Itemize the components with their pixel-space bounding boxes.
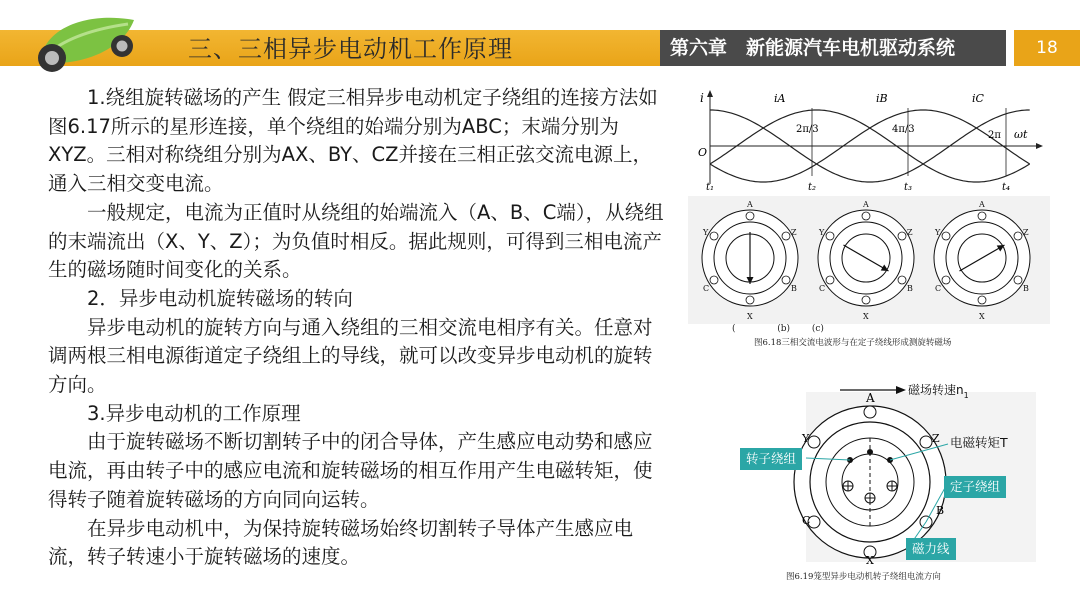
- origin-label: O: [698, 146, 708, 159]
- rotor-label-y: Y: [802, 432, 810, 445]
- stator-terminal-label: A: [747, 200, 753, 209]
- rotor-current-diagram: [740, 380, 1040, 566]
- stator-terminal-label: C: [819, 284, 826, 293]
- axis-i-label: i: [700, 91, 704, 105]
- page-number: 18: [1014, 30, 1080, 66]
- heading-working-principle: 3.异步电动机的工作原理: [87, 401, 301, 425]
- stator-terminal-label: Y: [703, 228, 709, 237]
- t4-label: t₄: [1002, 182, 1011, 192]
- rotor-label-a: A: [866, 391, 875, 405]
- callout-flux-line: 磁力线: [906, 538, 956, 560]
- subfig-b-label: (b): [777, 324, 791, 334]
- stator-slot: [782, 232, 790, 240]
- stator-terminal-label: X: [979, 312, 985, 321]
- ic-label: iC: [972, 92, 984, 105]
- stator-slot: [862, 296, 870, 304]
- stator-slot: [826, 276, 834, 284]
- subfig-labels: [732, 324, 1052, 334]
- stator-slot: [978, 212, 986, 220]
- stator-terminal-label: C: [703, 284, 710, 293]
- stator-terminal-label: A: [979, 200, 985, 209]
- stator-slot: [1014, 232, 1022, 240]
- stator-terminal-label: Z: [791, 228, 797, 237]
- stator-terminal-label: Z: [907, 228, 913, 237]
- callout-torque: 电磁转矩T: [950, 435, 1008, 450]
- stator-terminal-label: X: [863, 312, 869, 321]
- t1-label: t₁: [706, 182, 715, 192]
- stator-slot: [862, 212, 870, 220]
- three-phase-waveform: [696, 88, 1046, 192]
- page-title: 三、三相异步电动机工作原理: [188, 35, 513, 63]
- figure-619-caption: 图6.19笼型异步电动机转子绕组电流方向: [786, 572, 941, 582]
- stator-slot: [746, 212, 754, 220]
- callout-rotor-winding: 转子绕组: [740, 448, 802, 470]
- stator-slot: [746, 296, 754, 304]
- omega-t-label: ωt: [1014, 128, 1028, 141]
- stator-slot: [1014, 276, 1022, 284]
- paragraph-winding-field: 1.绕组旋转磁场的产生 假定三相异步电动机定子绕组的连接方法如图6.17所示的星形连接，单个绕组的始端分别为ABC；末端分别为XYZ。三相对称绕组分别为AX、BY、CZ并接在三相正弦交流电源上，通入三相交变电流。: [48, 86, 658, 196]
- stator-terminal-label: X: [747, 312, 753, 321]
- tick-2pi: 2π: [988, 130, 1001, 141]
- stator-slot: [898, 232, 906, 240]
- green-car-logo-icon: [30, 6, 140, 86]
- header-divider: [1006, 30, 1014, 66]
- paragraph-rotor-speed: 在异步电动机中，为保持旋转磁场始终切割转子导体产生感应电流，转子转速小于旋转磁场的速度。: [48, 516, 634, 569]
- body-text: [48, 84, 668, 572]
- t2-label: t₂: [808, 182, 817, 192]
- figure-618-caption: 图6.18三相交流电波形与在定子绕线形成测旋转磁场: [754, 338, 952, 348]
- paragraph-current-rule: 一般规定，电流为正值时从绕组的始端流入（A、B、C端），从绕组的末端流出（X、Y、Z）；为负值时相反。据此规则，可得到三相电流产生的磁场随时间变化的关系。: [48, 200, 664, 282]
- rotor-label-c: C: [802, 514, 811, 527]
- field-speed-label: 磁场转速$n_1$: [908, 383, 969, 400]
- rotor-label-b: B: [936, 504, 945, 517]
- paragraph-rotation-direction: 异步电动机的旋转方向与通入绕组的三相交流电相序有关。任意对调两根三相电源街道定子绕组上的导线，就可以改变异步电动机的旋转方向。: [48, 315, 653, 397]
- rotor-label-x: X: [866, 554, 874, 566]
- stator-terminal-label: B: [1023, 284, 1029, 293]
- ib-label: iB: [876, 92, 888, 105]
- stator-slot: [898, 276, 906, 284]
- heading-rotation-direction: 2．异步电动机旋转磁场的转向: [87, 286, 353, 310]
- stator-slot: [710, 232, 718, 240]
- t3-label: t₃: [904, 182, 913, 192]
- stator-slot: [826, 232, 834, 240]
- stator-slot: [978, 296, 986, 304]
- subfig-a-label: (: [732, 324, 736, 334]
- stator-terminal-label: A: [863, 200, 869, 209]
- stator-slot: [782, 276, 790, 284]
- stator-slot: [942, 232, 950, 240]
- chapter-label: 第六章 新能源汽车电机驱动系统: [660, 30, 1006, 66]
- tick-2pi3: 2π/3: [796, 124, 819, 135]
- stator-terminal-label: Y: [935, 228, 941, 237]
- stator-terminal-label: Y: [819, 228, 825, 237]
- paragraph-working-principle: 由于旋转磁场不断切割转子中的闭合导体，产生感应电动势和感应电流，再由转子中的感应电流和旋转磁场的相互作用产生电磁转矩，使得转子随着旋转磁场的方向同向运转。: [48, 430, 653, 511]
- stator-field-diagrams: [688, 196, 1050, 324]
- tick-4pi3: 4π/3: [892, 124, 915, 135]
- stator-slot: [942, 276, 950, 284]
- callout-stator-winding: 定子绕组: [944, 476, 1006, 498]
- stator-terminal-label: Z: [1023, 228, 1029, 237]
- stator-terminal-label: C: [935, 284, 942, 293]
- ia-label: iA: [774, 92, 786, 105]
- stator-slot: [710, 276, 718, 284]
- subfig-c-label: (c): [811, 324, 824, 334]
- stator-terminal-label: B: [907, 284, 913, 293]
- rotor-label-z: Z: [932, 432, 940, 445]
- stator-terminal-label: B: [791, 284, 797, 293]
